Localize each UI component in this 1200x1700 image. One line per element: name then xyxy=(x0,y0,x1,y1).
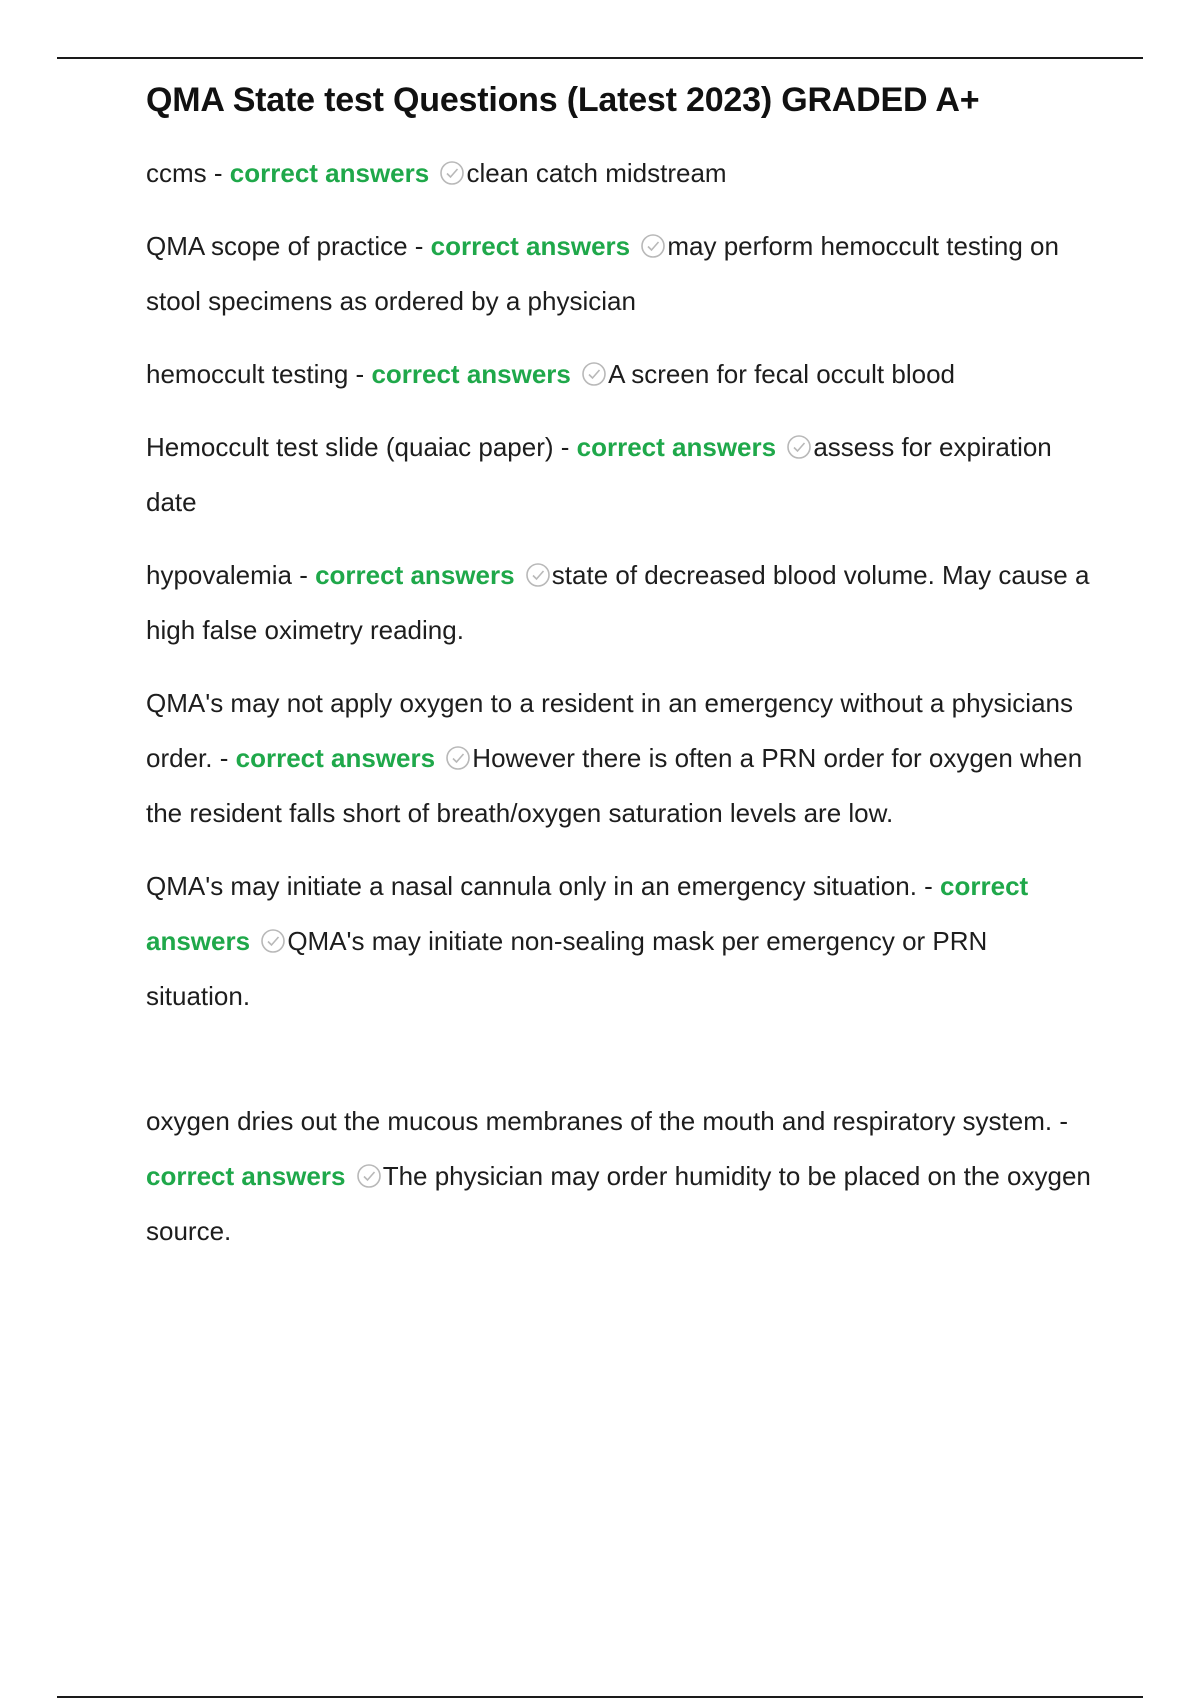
answer-label: correct answers xyxy=(315,560,515,590)
qa-item xyxy=(146,420,1096,530)
answer-label: correct answers xyxy=(146,871,1029,956)
answer-text: However there is often a PRN order for oxygen when the resident falls short of breath/oxygen saturation levels are low. xyxy=(146,743,1083,828)
answer-label: correct answers xyxy=(235,743,436,773)
separator: - xyxy=(206,158,230,188)
answer-label: correct answers xyxy=(229,158,430,188)
check-circle-icon xyxy=(581,361,607,387)
question-text: ccms xyxy=(146,158,207,188)
question-text: hypovalemia xyxy=(146,560,292,590)
question-text: oxygen dries out the mucous membranes of the mouth and respiratory system. xyxy=(146,1106,1053,1136)
separator: - xyxy=(407,231,431,261)
separator: - xyxy=(348,359,372,389)
question-text: Hemoccult test slide (quaiac paper) xyxy=(146,432,554,462)
separator: - xyxy=(1052,1106,1068,1136)
bottom-rule xyxy=(57,1696,1143,1698)
qa-item xyxy=(146,347,1096,402)
question-text: hemoccult testing xyxy=(146,359,349,389)
separator: - xyxy=(553,432,577,462)
check-circle-icon xyxy=(356,1163,382,1189)
separator: - xyxy=(212,743,236,773)
answer-text: clean catch midstream xyxy=(466,158,727,188)
question-text: QMA scope of practice xyxy=(146,231,408,261)
qa-item xyxy=(146,1094,1096,1259)
check-circle-icon xyxy=(260,928,286,954)
answer-text: QMA's may initiate non-sealing mask per emergency or PRN situation. xyxy=(146,926,988,1011)
qa-item xyxy=(146,859,1096,1024)
answer-label: correct answers xyxy=(576,432,777,462)
check-circle-icon xyxy=(445,745,471,771)
answer-text: A screen for fecal occult blood xyxy=(608,359,955,389)
check-circle-icon xyxy=(640,233,666,259)
separator: - xyxy=(916,871,941,901)
document-body xyxy=(146,72,1096,1277)
separator: - xyxy=(291,560,316,590)
question-text: QMA's may initiate a nasal cannula only in an emergency situation. xyxy=(146,871,917,901)
answer-text: assess for expiration date xyxy=(146,432,1052,517)
question-text: QMA's may not apply oxygen to a resident in an emergency without a physicians order. xyxy=(146,688,1073,773)
check-circle-icon xyxy=(439,160,465,186)
top-rule xyxy=(57,57,1143,59)
qa-item xyxy=(146,548,1096,658)
check-circle-icon xyxy=(786,434,812,460)
qa-item xyxy=(146,676,1096,841)
check-circle-icon xyxy=(525,562,551,588)
qa-item xyxy=(146,146,1096,201)
answer-text: The physician may order humidity to be placed on the oxygen source. xyxy=(146,1161,1091,1246)
answer-label: correct answers xyxy=(371,359,571,389)
answer-text: state of decreased blood volume. May cause a high false oximetry reading. xyxy=(146,560,1090,645)
qa-item xyxy=(146,219,1096,329)
document-title: QMA State test Questions (Latest 2023) GRADED A+ xyxy=(146,81,980,119)
answer-label: correct answers xyxy=(430,231,631,261)
answer-label: correct answers xyxy=(146,1161,346,1191)
answer-text: may perform hemoccult testing on stool specimens as ordered by a physician xyxy=(146,231,1059,316)
